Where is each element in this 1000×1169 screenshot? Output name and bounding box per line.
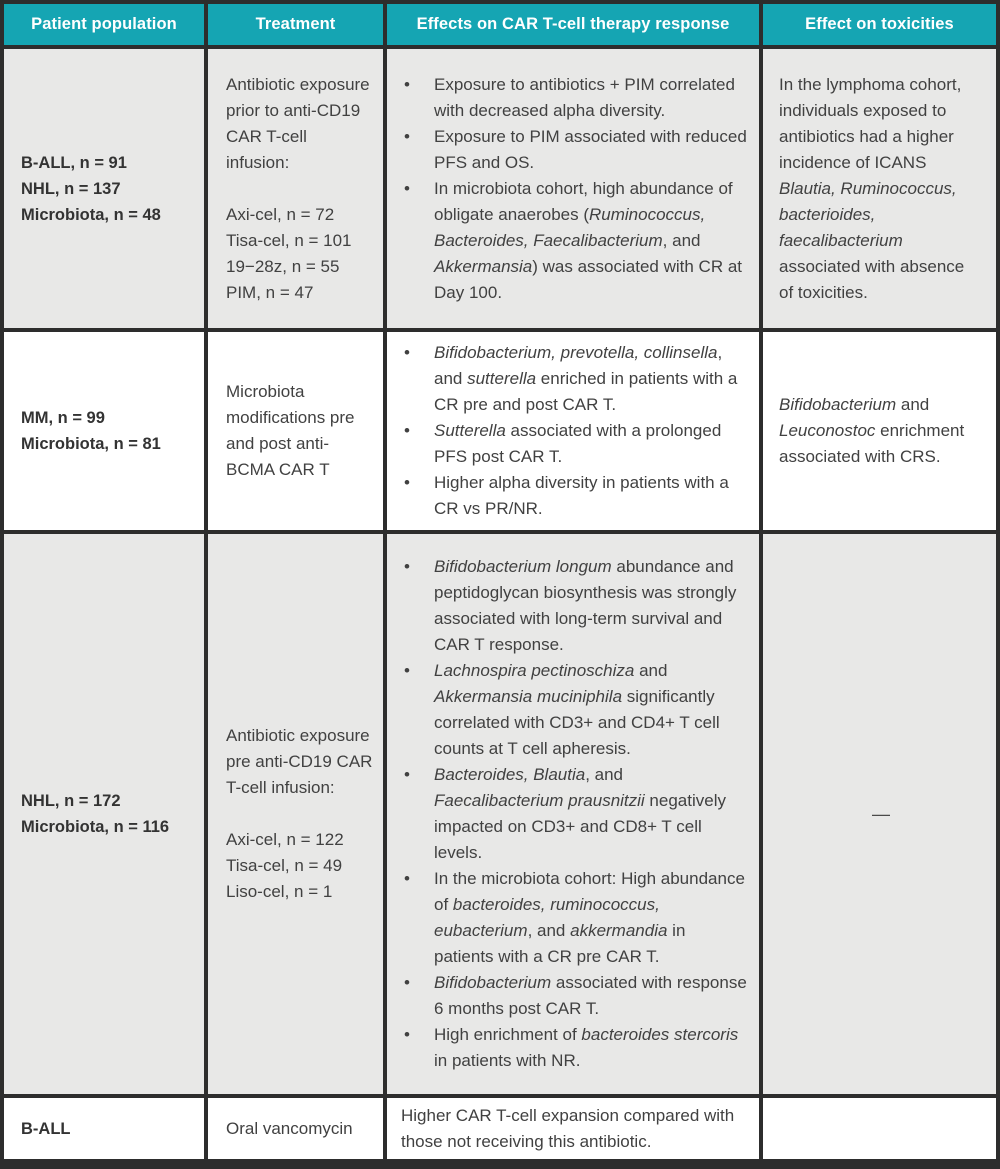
taxon-name-italic: sutterella [467, 369, 537, 388]
taxon-name-italic: Sutterella [434, 421, 506, 440]
treatment-product-list [226, 202, 373, 306]
bullet-icon: • [404, 557, 410, 576]
effect-bullet-text [434, 340, 747, 418]
taxon-name-italic: akkermandia [570, 921, 668, 940]
population-cell [4, 534, 204, 1094]
effect-bullet-item [401, 970, 747, 1022]
taxon-name-italic: Bacteroides, Blautia [434, 765, 586, 784]
text-segment: , and [434, 343, 723, 388]
text-segment: and [634, 661, 668, 680]
effect-bullet-item [401, 658, 747, 762]
effect-bullet-text [434, 124, 747, 176]
treatment-product-line: Axi-cel, n = 72 [226, 204, 335, 224]
text-segment: negatively impacted on CD3+ and CD8+ T cell levels. [434, 791, 726, 862]
taxon-name-italic: Ruminococcus, Bacteroides, Faecalibacterium [434, 204, 706, 250]
text-segment: , and [662, 230, 701, 250]
taxon-name-italic: Lachnospira pectinoschiza [434, 661, 635, 680]
bullet-icon: • [404, 126, 410, 146]
effect-bullet-item [401, 418, 747, 470]
toxicity-text [779, 392, 983, 470]
taxon-name-italic: Bifidobacterium longum [434, 557, 612, 576]
bullet-icon: • [404, 343, 410, 362]
bullet-icon: • [404, 74, 410, 94]
toxicities-cell [763, 49, 996, 328]
population-cell [4, 1098, 204, 1159]
effects-cell [387, 1098, 759, 1159]
population-line: B-ALL [21, 1119, 71, 1138]
text-segment: significantly correlated with CD3+ and CD4+ T cell counts at T cell apheresis. [434, 687, 720, 758]
header-cell-effects: Effects on CAR T-cell therapy response [387, 4, 759, 45]
effect-bullet-text [434, 970, 747, 1022]
treatment-product-line: 19−28z, n = 55 [226, 256, 340, 276]
taxon-name-italic: bacteroides stercoris [581, 1025, 739, 1044]
treatment-cell [208, 1098, 383, 1159]
taxon-name-italic: Faecalibacterium prausnitzii [434, 791, 645, 810]
toxicities-cell [763, 534, 996, 1094]
taxon-name-italic: bacteroides, ruminococcus, eubacterium [434, 895, 660, 940]
population-line: B-ALL, n = 91 [21, 153, 127, 172]
text-segment: in patients with a CR pre CAR T. [434, 921, 686, 966]
treatment-cell [208, 534, 383, 1094]
treatment-text: Antibiotic exposure pre anti-CD19 CAR T-cell infusion: [226, 726, 373, 797]
bullet-icon: • [404, 1025, 410, 1044]
text-segment: Higher alpha diversity in patients with a CR vs PR/NR. [434, 473, 729, 518]
bullet-icon: • [404, 973, 410, 992]
taxon-name-italic: Akkermansia [434, 256, 533, 276]
text-segment: High enrichment of [434, 1025, 582, 1044]
effects-cell [387, 332, 759, 530]
text-segment: associated with response 6 months post CAR T. [434, 973, 747, 1018]
effect-bullet-item [401, 866, 747, 970]
header-cell-patient-population: Patient population [4, 4, 204, 45]
effect-bullet-text [434, 418, 747, 470]
effect-bullet-item [401, 554, 747, 658]
text-segment: and [896, 395, 930, 414]
text-segment: Exposure to antibiotics + PIM correlated with decreased alpha diversity. [434, 74, 735, 120]
effect-bullet-item [401, 124, 747, 176]
text-segment: In the lymphoma cohort, individuals exposed to antibiotics had a higher incidence of ICANS [779, 74, 962, 172]
population-line: MM, n = 99 [21, 409, 105, 427]
header-cell-treatment: Treatment [208, 4, 383, 45]
effect-bullet-text [434, 762, 747, 866]
text-segment: associated with absence of toxicities. [779, 256, 965, 302]
treatment-product-line: Liso-cel, n = 1 [226, 882, 333, 901]
population-cell [4, 332, 204, 530]
effect-bullet-item [401, 340, 747, 418]
taxon-name-italic: Bifidobacterium, prevotella, collinsella [434, 343, 718, 362]
effect-bullet-text [434, 470, 747, 522]
bullet-icon: • [404, 473, 410, 492]
bullet-icon: • [404, 869, 410, 888]
treatment-product-line: Tisa-cel, n = 101 [226, 230, 352, 250]
text-segment: Higher CAR T-cell expansion compared with those not receiving this antibiotic. [401, 1105, 735, 1151]
effect-bullet-item [401, 1022, 747, 1074]
bullet-icon: • [404, 661, 410, 680]
effects-cell [387, 49, 759, 328]
bullet-icon: • [404, 765, 410, 784]
treatment-product-line: Axi-cel, n = 122 [226, 830, 344, 849]
toxicity-text [779, 72, 983, 306]
text-segment: ) was associated with CR at Day 100. [434, 256, 743, 302]
text-segment: associated with a prolonged PFS post CAR T. [434, 421, 722, 466]
treatment-product-line: PIM, n = 47 [226, 282, 314, 302]
treatment-text: Microbiota modifications pre and post anti-BCMA CAR T [226, 382, 355, 479]
text-segment: abundance and peptidoglycan biosynthesis was strongly associated with long-term survival and CAR T response. [434, 557, 737, 654]
population-line: Microbiota, n = 116 [21, 818, 170, 836]
bullet-icon: • [404, 178, 410, 198]
taxon-name-italic: Akkermansia muciniphila [434, 687, 623, 706]
taxon-name-italic: Bifidobacterium [434, 973, 552, 992]
toxicities-cell [763, 332, 996, 530]
treatment-text: Oral vancomycin [226, 1118, 353, 1138]
population-line: NHL, n = 137 [21, 179, 121, 198]
text-segment: enrichment associated with CRS. [779, 421, 965, 466]
header-cell-toxicities: Effect on toxicities [763, 4, 996, 45]
effect-text [401, 1103, 747, 1155]
effect-bullet-text [434, 176, 747, 306]
treatment-product-line: Tisa-cel, n = 49 [226, 856, 343, 875]
treatment-text: Antibiotic exposure prior to anti-CD19 CAR T-cell infusion: [226, 74, 370, 172]
effect-bullet-item [401, 470, 747, 522]
effect-bullet-text [434, 658, 747, 762]
text-segment: , and [527, 921, 571, 940]
text-segment: enriched in patients with a CR pre and post CAR T. [434, 369, 738, 414]
effect-bullet-text [434, 866, 747, 970]
treatment-cell [208, 332, 383, 530]
text-segment: in patients with NR. [434, 1051, 581, 1070]
population-cell [4, 49, 204, 328]
no-data-dash: — [872, 804, 890, 824]
taxon-name-italic: Blautia, Ruminococcus, bacterioides, faecalibacterium [779, 178, 957, 250]
effect-bullet-item [401, 72, 747, 124]
effect-bullet-text [434, 554, 747, 658]
text-segment: , and [585, 765, 624, 784]
effect-bullet-text [434, 72, 747, 124]
effects-cell [387, 534, 759, 1094]
population-line: Microbiota, n = 48 [21, 205, 161, 224]
effect-bullet-item [401, 176, 747, 306]
text-segment: Exposure to PIM associated with reduced PFS and OS. [434, 126, 747, 172]
population-line: NHL, n = 172 [21, 792, 121, 810]
toxicities-cell [763, 1098, 996, 1159]
population-line: Microbiota, n = 81 [21, 435, 161, 453]
text-segment: In the microbiota cohort: High abundance of [434, 869, 745, 914]
bullet-icon: • [404, 421, 410, 440]
effect-bullet-item [401, 762, 747, 866]
effect-bullet-text [434, 1022, 747, 1074]
taxon-name-italic: Leuconostoc [779, 421, 876, 440]
treatment-product-list [226, 827, 373, 905]
treatment-cell [208, 49, 383, 328]
text-segment: In microbiota cohort, high abundance of obligate anaerobes ( [434, 178, 733, 224]
taxon-name-italic: Bifidobacterium [779, 395, 897, 414]
